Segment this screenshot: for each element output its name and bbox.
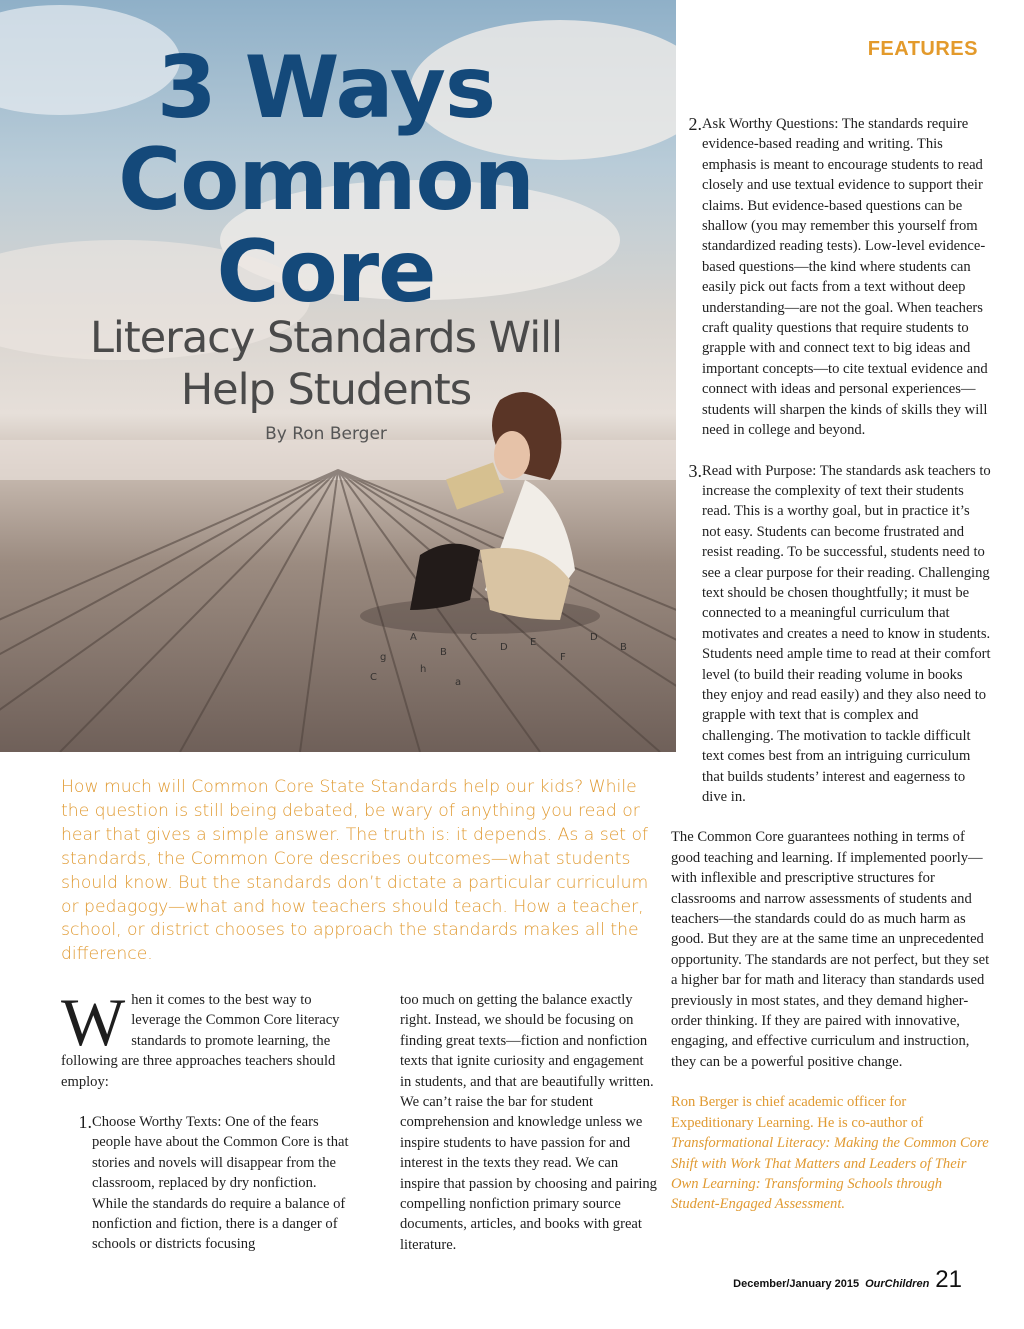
svg-text:h: h [420, 664, 427, 675]
list-item-2 [671, 114, 991, 441]
list-number: 3. [688, 460, 702, 481]
bio-text: Ron Berger is chief academic officer for Expeditionary Learning. He is co-author of [671, 1094, 924, 1131]
svg-text:B: B [620, 642, 627, 653]
article-title [0, 38, 652, 322]
author-bio [671, 1092, 991, 1214]
title-line-2: Common [118, 130, 534, 230]
body-paragraph: too much on getting the balance exactly right. Instead, we should be focusing on finding great texts—fiction and nonfiction texts that ignite curiosity and engagement in students, and that are beautifully written. We can’t raise the bar for student comprehension and knowledge unless we inspire students to have passion for and interest in the texts they read. We can inspire that passion by choosing and pairing compelling nonfiction primary source documents, articles, and books with great literature. [400, 992, 657, 1253]
svg-text:D: D [500, 642, 508, 653]
drop-cap: W [61, 984, 126, 1060]
title-line-1: 3 Ways [156, 38, 496, 138]
svg-text:E: E [530, 637, 537, 648]
lead-text: hen it comes to the best way to leverage the Common Core literacy standards to promote learning, the following are three approaches teachers should employ: [61, 992, 340, 1090]
list-text: Choose Worthy Texts: One of the fears people have about the Common Core is that stories and novels will disappear from the classroom, replaced by dry nonfiction. While the standards do require a balance of nonfiction and fiction, there is a danger of schools or districts focusing [92, 1114, 349, 1253]
subtitle-line-1: Literacy Standards Will [89, 313, 563, 363]
list-number: 1. [78, 1112, 92, 1133]
svg-text:D: D [590, 632, 598, 643]
list-item-1 [61, 1112, 349, 1255]
body-column-3 [671, 114, 991, 1215]
page-number: 21 [935, 1266, 962, 1293]
issue-date: December/January 2015 [733, 1278, 860, 1290]
closing-paragraph: The Common Core guarantees nothing in terms of good teaching and learning. If implemented poorly—with inflexible and prescriptive structures for classrooms and narrow assessments of students and teachers—the standards could do as much harm as good. But they are at the same time an unprecedented opportunity. The standards are not perfect, but they set a higher bar for math and literacy than standards used previously in most states, and they demand higher-order thinking. If they are paired with innovative, engaging, and effective curriculum and instruction, they can be a powerful positive change. [671, 829, 990, 1070]
page-footer [733, 1266, 962, 1294]
svg-text:B: B [440, 647, 447, 658]
svg-text:F: F [560, 652, 566, 663]
list-text: Ask Worthy Questions: The standards require evidence-based reading and writing. This emphasis is meant to encourage students to read closely and use textual evidence to support their claims. But evidence-based questions can be shallow (you may remember this yourself from standardized reading tests). Low-level evidence-based questions—the kind where students can easily pick out facts from a text without deep understanding—are not the goal. When teachers craft quality questions that require students to grapple with and connect text to big ideas and important concepts—to cite textual evidence and connect with ideas and personal experiences—students will sharpen the kinds of skills they will need in college and beyond. [702, 116, 988, 439]
body-column-2 [400, 990, 658, 1255]
svg-text:g: g [380, 652, 387, 663]
lead-paragraph [61, 984, 349, 1092]
svg-text:A: A [410, 632, 417, 643]
section-label: FEATURES [867, 38, 978, 60]
svg-text:C: C [470, 632, 477, 643]
byline: By Ron Berger [265, 424, 387, 444]
article-subtitle [0, 312, 652, 416]
list-text: Read with Purpose: The standards ask teachers to increase the complexity of text their students read. This is a worthy goal, but in practice it’s not easy. Students can become frustrated and resist reading. To be successful, students need to see a clear purpose for their reading. Challenging text should be chosen thoughtfully; it must be connected to a meaningful curriculum that motivates and creates a need to know in students. Students need ample time to read at their comfort level (to build their reading volume in books they enjoy and read easily) and they also need to grapple with text that is complex and challenging. The motivation to tackle difficult text comes best from an intriguing curriculum that builds students’ interest and eagerness to dive in. [702, 462, 991, 805]
svg-text:a: a [455, 677, 462, 688]
intro-paragraph: How much will Common Core State Standards help our kids? While the question is still being debated, be wary of anything you read or hear that gives a simple answer. The truth is: it depends. As a set of standards, the Common Core describes outcomes—what students should know. But the standards don’t dictate a particular curriculum or pedagogy—what and how teachers should teach. How a teacher, school, or district chooses to approach the standards makes all the difference. [61, 777, 649, 965]
hero-image [0, 0, 676, 752]
bio-book-titles: Transformational Literacy: Making the Common Core Shift with Work That Matters and Leaders of Their Own Learning: Transforming Schools through Student-Engaged Assessment. [671, 1135, 989, 1213]
body-column-1 [61, 984, 349, 1255]
title-line-3: Core [216, 222, 436, 322]
magazine-name: OurChildren [865, 1278, 930, 1290]
subtitle-line-2: Help Students [180, 365, 472, 415]
svg-text:C: C [370, 672, 377, 683]
list-number: 2. [688, 114, 702, 134]
list-item-3 [671, 461, 991, 808]
